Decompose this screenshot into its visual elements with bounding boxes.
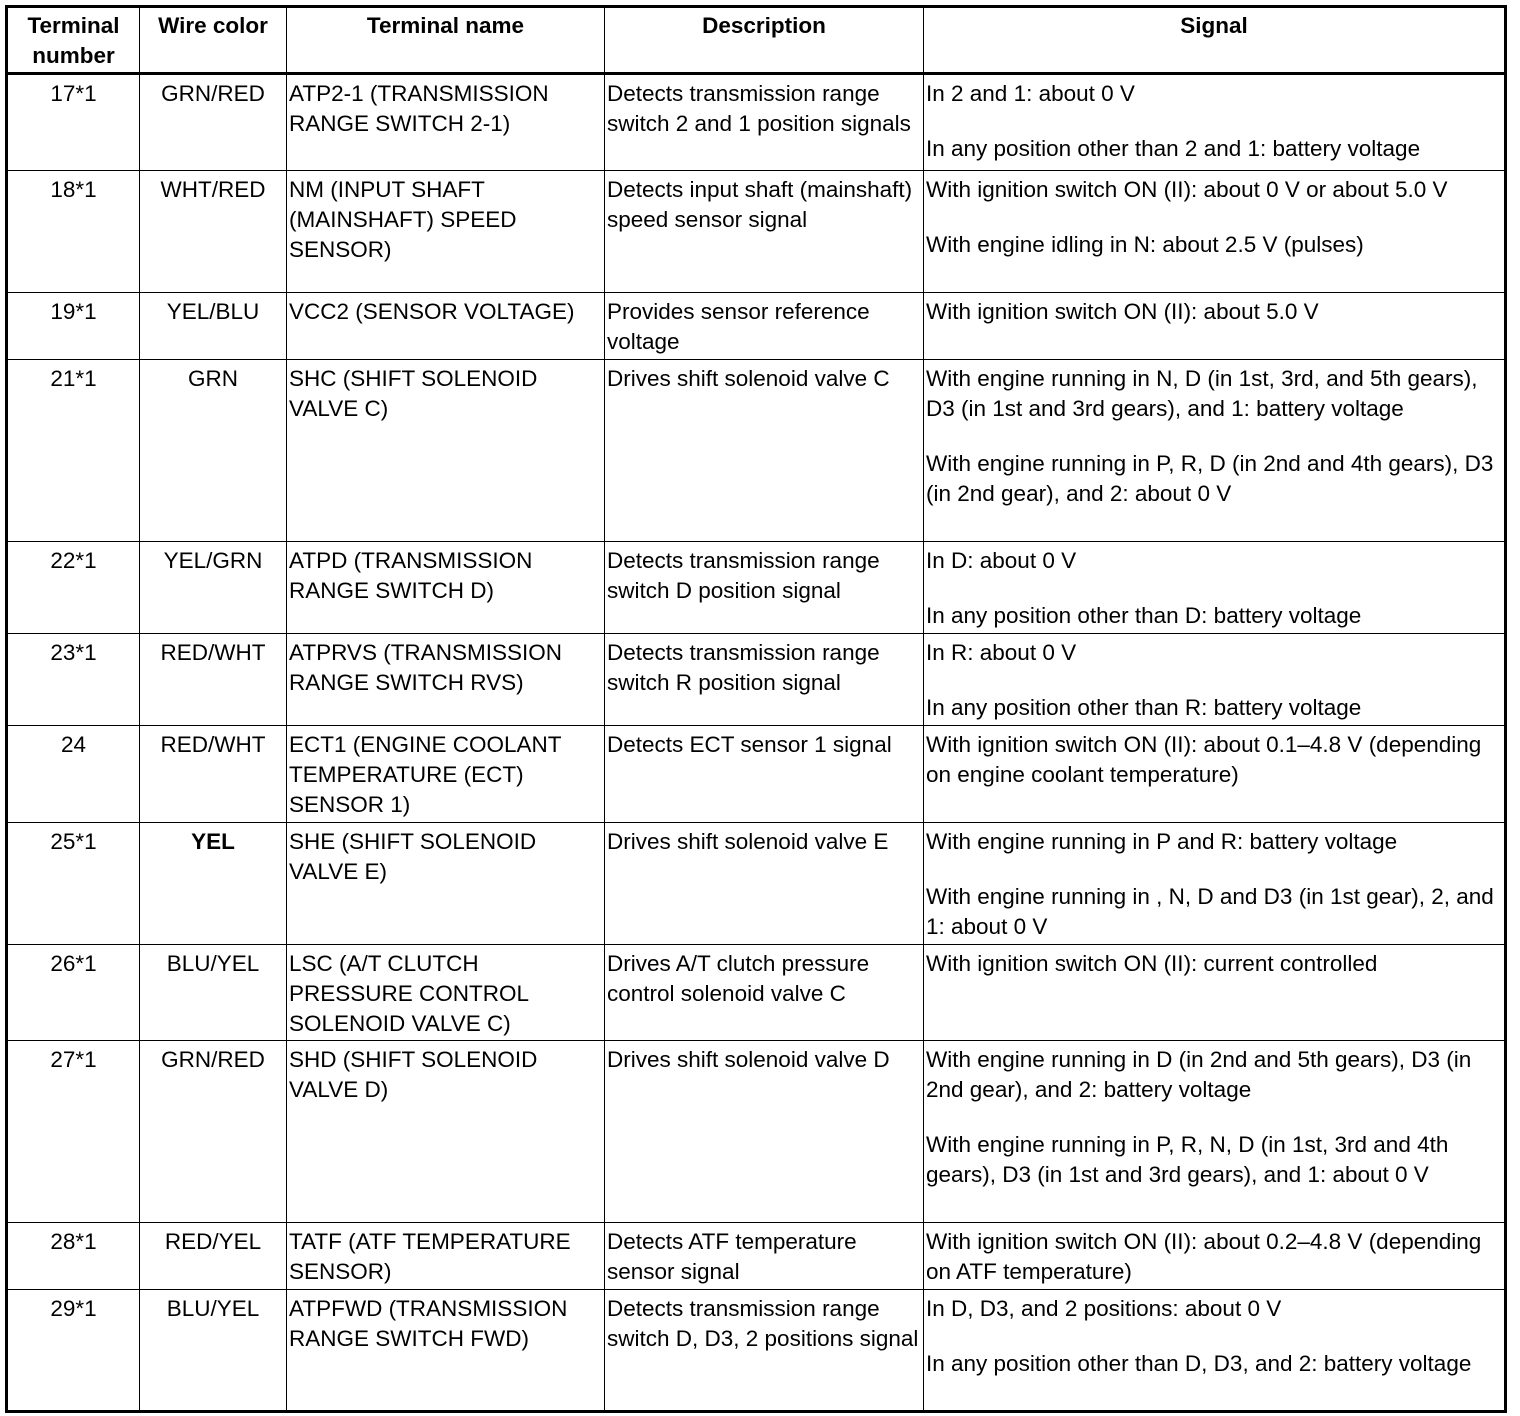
signal-text: With engine running in P and R: battery voltage (926, 829, 1398, 854)
signal-cell (924, 74, 1506, 171)
terminal-number-cell: 29*1 (7, 1290, 140, 1412)
terminal-number-cell: 18*1 (7, 171, 140, 293)
header-terminal-number: Terminal number (7, 7, 140, 74)
signal-text: With engine running in P, R, D (in 2nd and 4th gears), D3 (in 2nd gear), and 2: about 0 V (926, 451, 1494, 506)
table-row (7, 293, 1506, 360)
header-wire-color: Wire color (140, 7, 287, 74)
terminal-number-cell: 21*1 (7, 360, 140, 542)
signal-cell (924, 171, 1506, 293)
table-row (7, 360, 1506, 542)
signal-text: In any position other than 2 and 1: battery voltage (926, 136, 1421, 161)
description-cell: Detects ATF temperature sensor signal (605, 1223, 924, 1290)
signal-text: With engine running in D (in 2nd and 5th gears), D3 (in 2nd gear), and 2: battery voltage (926, 1047, 1472, 1102)
wire-color-cell: RED/WHT (140, 634, 287, 726)
terminal-name-cell: SHC (SHIFT SOLENOID VALVE C) (287, 360, 605, 542)
signal-text: In 2 and 1: about 0 V (926, 81, 1135, 106)
terminal-name-cell: ATPD (TRANSMISSION RANGE SWITCH D) (287, 542, 605, 634)
table-header (7, 7, 1506, 74)
description-cell: Detects input shaft (mainshaft) speed sensor signal (605, 171, 924, 293)
header-signal: Signal (924, 7, 1506, 74)
signal-text: In D: about 0 V (926, 548, 1077, 573)
signal-text: In any position other than D: battery voltage (926, 603, 1362, 628)
signal-cell (924, 726, 1506, 823)
signal-text: With ignition switch ON (II): about 0 V or about 5.0 V (926, 177, 1448, 202)
signal-cell (924, 542, 1506, 634)
description-cell: Drives A/T clutch pressure control solenoid valve C (605, 945, 924, 1041)
table-row (7, 945, 1506, 1041)
wire-color-cell: GRN (140, 360, 287, 542)
wire-color-cell: BLU/YEL (140, 1290, 287, 1412)
signal-text: With engine idling in N: about 2.5 V (pulses) (926, 232, 1364, 257)
terminal-name-cell: ATP2-1 (TRANSMISSION RANGE SWITCH 2-1) (287, 74, 605, 171)
header-row (7, 7, 1506, 74)
signal-text: With ignition switch ON (II): about 5.0 V (926, 299, 1319, 324)
wire-color-cell: BLU/YEL (140, 945, 287, 1041)
terminal-name-cell: NM (INPUT SHAFT (MAINSHAFT) SPEED SENSOR) (287, 171, 605, 293)
terminal-number-cell: 28*1 (7, 1223, 140, 1290)
terminal-table (5, 5, 1507, 1413)
signal-text: In R: about 0 V (926, 640, 1077, 665)
terminal-number-cell: 17*1 (7, 74, 140, 171)
wire-color-cell: WHT/RED (140, 171, 287, 293)
signal-text: In any position other than D, D3, and 2: battery voltage (926, 1351, 1472, 1376)
table-body (7, 74, 1506, 1412)
signal-cell (924, 1290, 1506, 1412)
terminal-number-cell: 24 (7, 726, 140, 823)
table-row (7, 74, 1506, 171)
description-cell: Drives shift solenoid valve E (605, 823, 924, 945)
terminal-name-cell: VCC2 (SENSOR VOLTAGE) (287, 293, 605, 360)
terminal-number-cell: 22*1 (7, 542, 140, 634)
terminal-name-cell: LSC (A/T CLUTCH PRESSURE CONTROL SOLENOID VALVE C) (287, 945, 605, 1041)
signal-text: In any position other than R: battery voltage (926, 695, 1362, 720)
terminal-number-cell: 19*1 (7, 293, 140, 360)
signal-cell (924, 293, 1506, 360)
terminal-name-cell: SHE (SHIFT SOLENOID VALVE E) (287, 823, 605, 945)
signal-cell (924, 1223, 1506, 1290)
signal-text: With ignition switch ON (II): about 0.2–4.8 V (depending on ATF temperature) (926, 1229, 1482, 1284)
terminal-name-cell: SHD (SHIFT SOLENOID VALVE D) (287, 1041, 605, 1223)
description-cell: Drives shift solenoid valve D (605, 1041, 924, 1223)
terminal-number-cell: 27*1 (7, 1041, 140, 1223)
signal-cell (924, 634, 1506, 726)
description-cell: Drives shift solenoid valve C (605, 360, 924, 542)
table-row (7, 726, 1506, 823)
wire-color-cell: RED/WHT (140, 726, 287, 823)
signal-cell (924, 360, 1506, 542)
description-cell: Detects transmission range switch 2 and 1 position signals (605, 74, 924, 171)
header-description: Description (605, 7, 924, 74)
description-cell: Provides sensor reference voltage (605, 293, 924, 360)
signal-text: With engine running in , N, D and D3 (in 1st gear), 2, and 1: about 0 V (926, 884, 1494, 939)
signal-text: With engine running in N, D (in 1st, 3rd, and 5th gears), D3 (in 1st and 3rd gears), and 1: battery voltage (926, 366, 1478, 421)
wire-color-cell: YEL/GRN (140, 542, 287, 634)
description-cell: Detects transmission range switch D position signal (605, 542, 924, 634)
terminal-number-cell: 23*1 (7, 634, 140, 726)
table-row (7, 823, 1506, 945)
signal-text: In D, D3, and 2 positions: about 0 V (926, 1296, 1282, 1321)
description-cell: Detects ECT sensor 1 signal (605, 726, 924, 823)
description-cell: Detects transmission range switch D, D3, 2 positions signal (605, 1290, 924, 1412)
wire-color-cell: GRN/RED (140, 74, 287, 171)
wire-color-cell: RED/YEL (140, 1223, 287, 1290)
table-row (7, 1290, 1506, 1412)
wire-color-cell: YEL/BLU (140, 293, 287, 360)
table-row (7, 1041, 1506, 1223)
wire-color-cell: GRN/RED (140, 1041, 287, 1223)
table-row (7, 542, 1506, 634)
header-terminal-name: Terminal name (287, 7, 605, 74)
signal-text: With engine running in P, R, N, D (in 1st, 3rd and 4th gears), D3 (in 1st and 3rd gears), and 1: about 0 V (926, 1132, 1449, 1187)
terminal-name-cell: TATF (ATF TEMPERATURE SENSOR) (287, 1223, 605, 1290)
terminal-name-cell: ATPFWD (TRANSMISSION RANGE SWITCH FWD) (287, 1290, 605, 1412)
signal-text: With ignition switch ON (II): current controlled (926, 951, 1378, 976)
terminal-name-cell: ECT1 (ENGINE COOLANT TEMPERATURE (ECT) SENSOR 1) (287, 726, 605, 823)
table-row (7, 1223, 1506, 1290)
wire-color-cell: YEL (140, 823, 287, 945)
table-row (7, 171, 1506, 293)
terminal-name-cell: ATPRVS (TRANSMISSION RANGE SWITCH RVS) (287, 634, 605, 726)
description-cell: Detects transmission range switch R position signal (605, 634, 924, 726)
terminal-number-cell: 26*1 (7, 945, 140, 1041)
terminal-number-cell: 25*1 (7, 823, 140, 945)
signal-cell (924, 945, 1506, 1041)
signal-cell (924, 1041, 1506, 1223)
signal-cell (924, 823, 1506, 945)
table-row (7, 634, 1506, 726)
signal-text: With ignition switch ON (II): about 0.1–4.8 V (depending on engine coolant temperature) (926, 732, 1482, 787)
